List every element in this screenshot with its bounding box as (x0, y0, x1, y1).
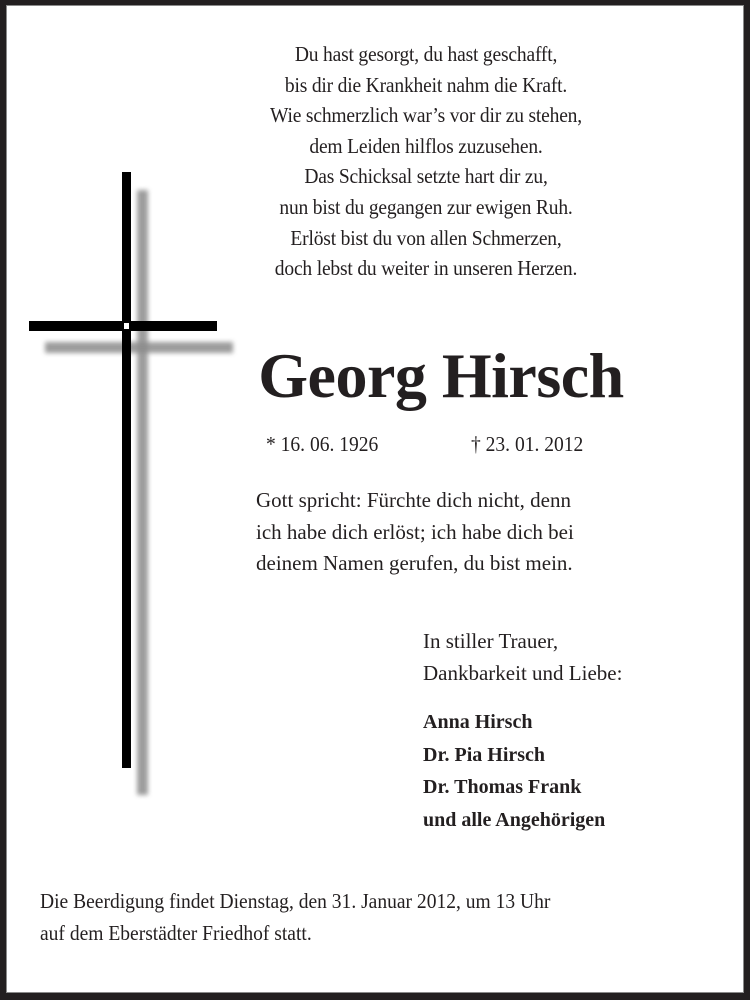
mourners-list (423, 706, 605, 836)
mourner-name: und alle Angehörigen (423, 808, 606, 831)
cross-shadow-horizontal (45, 342, 233, 353)
cross-vertical-beam (122, 172, 131, 768)
verse-line: deinem Namen gerufen, du bist mein. (256, 551, 573, 575)
mourner-name: Dr. Thomas Frank (423, 776, 582, 798)
birth-date: * 16. 06. 1926 (266, 432, 379, 456)
poem-line: Erlöst bist du von allen Schmerzen, (290, 225, 562, 250)
poem (166, 39, 687, 284)
funeral-line: auf dem Eberstädter Friedhof statt. (40, 920, 312, 945)
mourning-intro (423, 625, 622, 689)
mourning-intro-line: In stiller Trauer, (423, 629, 559, 653)
mourner-name: Anna Hirsch (423, 711, 533, 733)
poem-line: doch lebst du weiter in unseren Herzen. (274, 256, 578, 281)
cross-horizontal-beam (29, 321, 217, 331)
mourning-intro-line: Dankbarkeit und Liebe: (423, 661, 623, 685)
verse-line: ich habe dich erlöst; ich habe dich bei (256, 519, 574, 544)
bible-verse (256, 485, 574, 580)
poem-line: bis dir die Krankheit nahm die Kraft. (284, 72, 568, 97)
cross-shadow-vertical (137, 190, 148, 795)
verse-line: Gott spricht: Fürchte dich nicht, denn (256, 488, 571, 512)
poem-line: dem Leiden hilflos zuzusehen. (309, 133, 543, 158)
cross-center-highlight (124, 323, 129, 329)
mourner-name: Dr. Pia Hirsch (423, 743, 546, 766)
obituary-page (6, 5, 744, 993)
poem-line: Wie schmerzlich war’s vor dir zu stehen, (270, 103, 582, 128)
poem-line: nun bist du gegangen zur ewigen Ruh. (279, 194, 573, 219)
funeral-line: Die Beerdigung findet Dienstag, den 31. Januar 2012, um 13 Uhr (40, 889, 551, 913)
death-date: † 23. 01. 2012 (471, 432, 584, 456)
funeral-notice (40, 886, 550, 949)
deceased-name: Georg Hirsch (258, 340, 624, 411)
poem-line: Das Schicksal setzte hart dir zu, (304, 164, 548, 189)
poem-line: Du hast gesorgt, du hast geschafft, (294, 42, 558, 66)
